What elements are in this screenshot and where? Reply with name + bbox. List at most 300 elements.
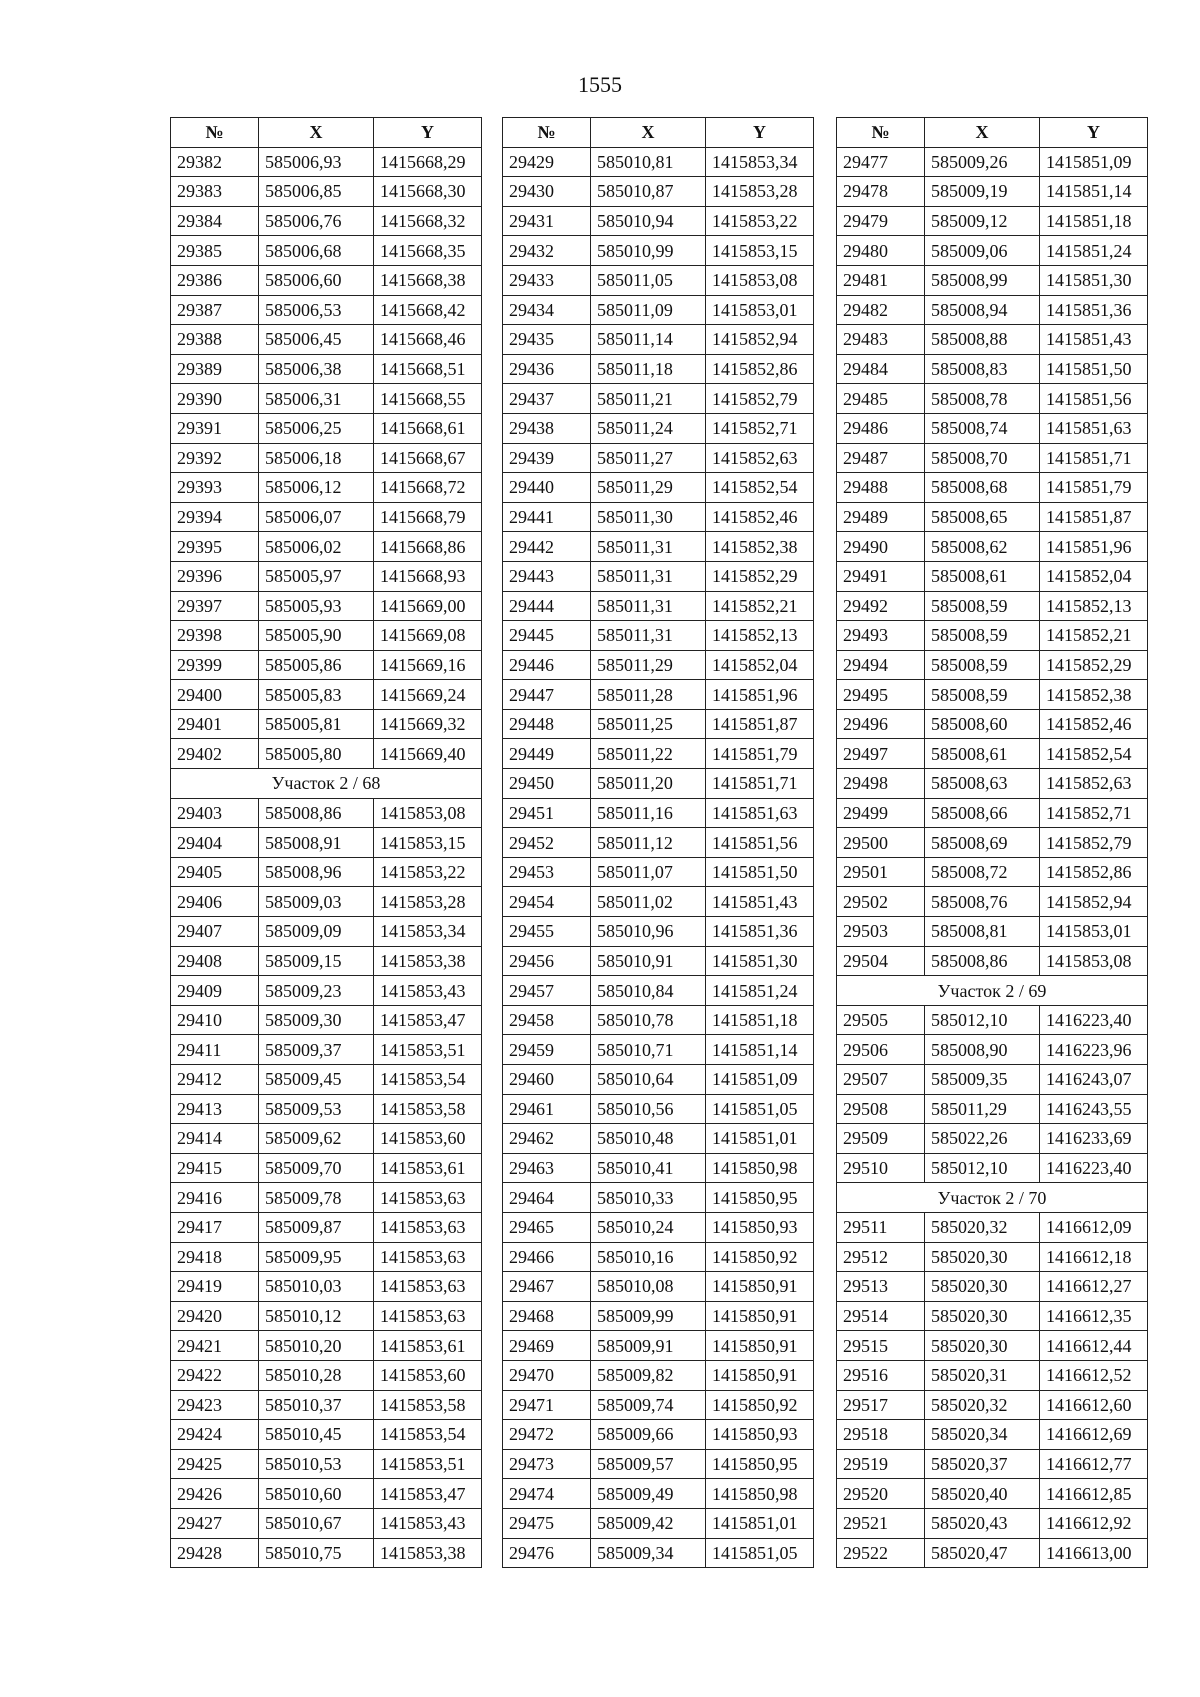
table-row (503, 1035, 814, 1065)
table-row (837, 798, 1148, 828)
y-coordinate: 1415852,13 (706, 621, 814, 651)
y-coordinate: 1415852,21 (706, 591, 814, 621)
table-row (837, 1449, 1148, 1479)
x-coordinate: 585006,93 (259, 147, 374, 177)
point-number: 29506 (837, 1035, 925, 1065)
point-number: 29465 (503, 1212, 591, 1242)
y-coordinate: 1416612,85 (1040, 1479, 1148, 1509)
x-coordinate: 585011,05 (591, 265, 706, 295)
point-number: 29449 (503, 739, 591, 769)
table-row (837, 443, 1148, 473)
point-number: 29422 (171, 1360, 259, 1390)
point-number: 29502 (837, 887, 925, 917)
table-row (837, 1153, 1148, 1183)
table-row (503, 1420, 814, 1450)
table-row (171, 325, 482, 355)
y-coordinate: 1416243,07 (1040, 1065, 1148, 1095)
x-coordinate: 585011,07 (591, 857, 706, 887)
x-coordinate: 585011,25 (591, 709, 706, 739)
x-coordinate: 585009,49 (591, 1479, 706, 1509)
y-coordinate: 1415852,86 (1040, 857, 1148, 887)
y-coordinate: 1415853,60 (374, 1124, 482, 1154)
table-row (171, 1094, 482, 1124)
y-coordinate: 1415853,01 (706, 295, 814, 325)
table-row (171, 680, 482, 710)
x-coordinate: 585010,12 (259, 1301, 374, 1331)
x-coordinate: 585010,03 (259, 1272, 374, 1302)
point-number: 29436 (503, 354, 591, 384)
x-coordinate: 585010,84 (591, 976, 706, 1006)
y-coordinate: 1415852,38 (1040, 680, 1148, 710)
x-coordinate: 585011,30 (591, 502, 706, 532)
x-coordinate: 585008,81 (925, 917, 1040, 947)
table-row (503, 532, 814, 562)
y-coordinate: 1415852,29 (706, 561, 814, 591)
x-coordinate: 585009,37 (259, 1035, 374, 1065)
x-coordinate: 585011,24 (591, 413, 706, 443)
point-number: 29460 (503, 1065, 591, 1095)
table-row (503, 1479, 814, 1509)
point-number: 29459 (503, 1035, 591, 1065)
table-row (837, 591, 1148, 621)
table-row (171, 354, 482, 384)
point-number: 29405 (171, 857, 259, 887)
header-x: X (925, 118, 1040, 148)
x-coordinate: 585008,59 (925, 621, 1040, 651)
point-number: 29434 (503, 295, 591, 325)
table-row (171, 177, 482, 207)
x-coordinate: 585006,85 (259, 177, 374, 207)
x-coordinate: 585011,29 (925, 1094, 1040, 1124)
y-coordinate: 1415851,30 (1040, 265, 1148, 295)
y-coordinate: 1415853,15 (706, 236, 814, 266)
point-number: 29448 (503, 709, 591, 739)
y-coordinate: 1415850,98 (706, 1153, 814, 1183)
table-row (171, 1005, 482, 1035)
table-row (503, 1301, 814, 1331)
x-coordinate: 585009,26 (925, 147, 1040, 177)
y-coordinate: 1415850,93 (706, 1420, 814, 1450)
x-coordinate: 585009,06 (925, 236, 1040, 266)
x-coordinate: 585012,10 (925, 1005, 1040, 1035)
x-coordinate: 585022,26 (925, 1124, 1040, 1154)
x-coordinate: 585009,15 (259, 946, 374, 976)
table-row (503, 413, 814, 443)
table-row (171, 1301, 482, 1331)
y-coordinate: 1415852,79 (1040, 828, 1148, 858)
y-coordinate: 1416612,44 (1040, 1331, 1148, 1361)
table-row (837, 295, 1148, 325)
table-row (837, 680, 1148, 710)
x-coordinate: 585010,56 (591, 1094, 706, 1124)
point-number: 29508 (837, 1094, 925, 1124)
y-coordinate: 1415853,47 (374, 1005, 482, 1035)
table-row (837, 1212, 1148, 1242)
point-number: 29512 (837, 1242, 925, 1272)
table-row (837, 177, 1148, 207)
point-number: 29476 (503, 1538, 591, 1568)
x-coordinate: 585008,88 (925, 325, 1040, 355)
x-coordinate: 585008,60 (925, 709, 1040, 739)
point-number: 29396 (171, 561, 259, 591)
table-row (171, 147, 482, 177)
x-coordinate: 585010,94 (591, 206, 706, 236)
point-number: 29488 (837, 473, 925, 503)
x-coordinate: 585008,94 (925, 295, 1040, 325)
y-coordinate: 1415850,92 (706, 1390, 814, 1420)
point-number: 29511 (837, 1212, 925, 1242)
point-number: 29437 (503, 384, 591, 414)
point-number: 29507 (837, 1065, 925, 1095)
table-row (171, 1035, 482, 1065)
table-row (171, 236, 482, 266)
point-number: 29456 (503, 946, 591, 976)
y-coordinate: 1415668,86 (374, 532, 482, 562)
x-coordinate: 585010,75 (259, 1538, 374, 1568)
point-number: 29406 (171, 887, 259, 917)
x-coordinate: 585011,28 (591, 680, 706, 710)
table-row (837, 709, 1148, 739)
x-coordinate: 585006,25 (259, 413, 374, 443)
x-coordinate: 585006,68 (259, 236, 374, 266)
x-coordinate: 585008,96 (259, 857, 374, 887)
table-row (171, 206, 482, 236)
table-row (171, 1153, 482, 1183)
point-number: 29496 (837, 709, 925, 739)
x-coordinate: 585009,62 (259, 1124, 374, 1154)
x-coordinate: 585020,37 (925, 1449, 1040, 1479)
table-row (503, 1272, 814, 1302)
y-coordinate: 1415850,91 (706, 1301, 814, 1331)
y-coordinate: 1416612,52 (1040, 1360, 1148, 1390)
table-row (171, 1065, 482, 1095)
point-number: 29433 (503, 265, 591, 295)
y-coordinate: 1415851,96 (1040, 532, 1148, 562)
table-row (837, 828, 1148, 858)
x-coordinate: 585011,09 (591, 295, 706, 325)
y-coordinate: 1415850,93 (706, 1212, 814, 1242)
point-number: 29461 (503, 1094, 591, 1124)
table-row (503, 1508, 814, 1538)
x-coordinate: 585005,97 (259, 561, 374, 591)
y-coordinate: 1415852,63 (1040, 769, 1148, 799)
point-number: 29454 (503, 887, 591, 917)
point-number: 29447 (503, 680, 591, 710)
point-number: 29515 (837, 1331, 925, 1361)
table-row (503, 1124, 814, 1154)
table-row (503, 1449, 814, 1479)
table-row (837, 1331, 1148, 1361)
y-coordinate: 1415853,38 (374, 1538, 482, 1568)
y-coordinate: 1415853,15 (374, 828, 482, 858)
x-coordinate: 585010,81 (591, 147, 706, 177)
x-coordinate: 585011,31 (591, 561, 706, 591)
x-coordinate: 585009,35 (925, 1065, 1040, 1095)
point-number: 29430 (503, 177, 591, 207)
x-coordinate: 585011,31 (591, 591, 706, 621)
point-number: 29432 (503, 236, 591, 266)
point-number: 29468 (503, 1301, 591, 1331)
x-coordinate: 585010,08 (591, 1272, 706, 1302)
table-row (171, 887, 482, 917)
table-row (503, 265, 814, 295)
point-number: 29453 (503, 857, 591, 887)
x-coordinate: 585006,12 (259, 473, 374, 503)
point-number: 29462 (503, 1124, 591, 1154)
x-coordinate: 585020,30 (925, 1331, 1040, 1361)
point-number: 29521 (837, 1508, 925, 1538)
x-coordinate: 585010,53 (259, 1449, 374, 1479)
table-row (837, 206, 1148, 236)
y-coordinate: 1415853,51 (374, 1449, 482, 1479)
x-coordinate: 585009,66 (591, 1420, 706, 1450)
y-coordinate: 1415668,55 (374, 384, 482, 414)
y-coordinate: 1416223,40 (1040, 1153, 1148, 1183)
header-y: Y (706, 118, 814, 148)
x-coordinate: 585008,78 (925, 384, 1040, 414)
table-row (837, 946, 1148, 976)
x-coordinate: 585020,32 (925, 1212, 1040, 1242)
y-coordinate: 1415851,01 (706, 1508, 814, 1538)
y-coordinate: 1415850,95 (706, 1183, 814, 1213)
point-number: 29400 (171, 680, 259, 710)
table-row (837, 1390, 1148, 1420)
point-number: 29418 (171, 1242, 259, 1272)
y-coordinate: 1415852,13 (1040, 591, 1148, 621)
point-number: 29490 (837, 532, 925, 562)
table-row (171, 265, 482, 295)
table-row (171, 591, 482, 621)
section-row (837, 976, 1148, 1006)
y-coordinate: 1415851,71 (1040, 443, 1148, 473)
table-row (503, 443, 814, 473)
point-number: 29392 (171, 443, 259, 473)
table-row (171, 1272, 482, 1302)
table-row (171, 828, 482, 858)
header-x: X (591, 118, 706, 148)
x-coordinate: 585005,90 (259, 621, 374, 651)
y-coordinate: 1415852,71 (706, 413, 814, 443)
point-number: 29514 (837, 1301, 925, 1331)
y-coordinate: 1415852,63 (706, 443, 814, 473)
x-coordinate: 585008,59 (925, 680, 1040, 710)
table-row (837, 413, 1148, 443)
x-coordinate: 585008,90 (925, 1035, 1040, 1065)
point-number: 29520 (837, 1479, 925, 1509)
y-coordinate: 1415853,51 (374, 1035, 482, 1065)
y-coordinate: 1415850,95 (706, 1449, 814, 1479)
y-coordinate: 1415853,08 (374, 798, 482, 828)
x-coordinate: 585010,91 (591, 946, 706, 976)
x-coordinate: 585010,48 (591, 1124, 706, 1154)
y-coordinate: 1415853,61 (374, 1331, 482, 1361)
x-coordinate: 585006,02 (259, 532, 374, 562)
table-row (837, 265, 1148, 295)
table-row (171, 1390, 482, 1420)
y-coordinate: 1416243,55 (1040, 1094, 1148, 1124)
y-coordinate: 1415668,42 (374, 295, 482, 325)
table-row (837, 857, 1148, 887)
table-row (171, 1124, 482, 1154)
point-number: 29412 (171, 1065, 259, 1095)
point-number: 29477 (837, 147, 925, 177)
x-coordinate: 585020,43 (925, 1508, 1040, 1538)
table-row (503, 976, 814, 1006)
y-coordinate: 1415852,79 (706, 384, 814, 414)
point-number: 29409 (171, 976, 259, 1006)
table-row (171, 413, 482, 443)
table-row (503, 946, 814, 976)
table-row (503, 473, 814, 503)
x-coordinate: 585011,31 (591, 532, 706, 562)
x-coordinate: 585009,53 (259, 1094, 374, 1124)
point-number: 29473 (503, 1449, 591, 1479)
table-row (171, 1360, 482, 1390)
header-x: X (259, 118, 374, 148)
y-coordinate: 1416223,40 (1040, 1005, 1148, 1035)
point-number: 29414 (171, 1124, 259, 1154)
point-number: 29510 (837, 1153, 925, 1183)
point-number: 29389 (171, 354, 259, 384)
table-row (837, 1124, 1148, 1154)
table-row (837, 473, 1148, 503)
table-row (503, 887, 814, 917)
x-coordinate: 585008,86 (925, 946, 1040, 976)
table-row (503, 561, 814, 591)
x-coordinate: 585009,23 (259, 976, 374, 1006)
coordinate-table-3 (836, 117, 1148, 1568)
point-number: 29467 (503, 1272, 591, 1302)
header-number: № (837, 118, 925, 148)
y-coordinate: 1415668,29 (374, 147, 482, 177)
table-row (503, 739, 814, 769)
y-coordinate: 1415851,05 (706, 1094, 814, 1124)
x-coordinate: 585010,60 (259, 1479, 374, 1509)
point-number: 29425 (171, 1449, 259, 1479)
table-row (837, 1005, 1148, 1035)
table-row (503, 1094, 814, 1124)
point-number: 29503 (837, 917, 925, 947)
x-coordinate: 585009,87 (259, 1212, 374, 1242)
x-coordinate: 585006,45 (259, 325, 374, 355)
x-coordinate: 585009,57 (591, 1449, 706, 1479)
table-row (837, 354, 1148, 384)
table-row (503, 709, 814, 739)
point-number: 29445 (503, 621, 591, 651)
section-row (837, 1183, 1148, 1213)
point-number: 29426 (171, 1479, 259, 1509)
y-coordinate: 1415668,46 (374, 325, 482, 355)
table-row (837, 147, 1148, 177)
y-coordinate: 1415850,91 (706, 1331, 814, 1361)
point-number: 29385 (171, 236, 259, 266)
table-row (503, 769, 814, 799)
point-number: 29398 (171, 621, 259, 651)
point-number: 29417 (171, 1212, 259, 1242)
y-coordinate: 1416612,60 (1040, 1390, 1148, 1420)
point-number: 29421 (171, 1331, 259, 1361)
point-number: 29452 (503, 828, 591, 858)
x-coordinate: 585010,87 (591, 177, 706, 207)
point-number: 29487 (837, 443, 925, 473)
point-number: 29427 (171, 1508, 259, 1538)
section-label: Участок 2 / 69 (837, 976, 1148, 1006)
point-number: 29438 (503, 413, 591, 443)
y-coordinate: 1415851,71 (706, 769, 814, 799)
point-number: 29386 (171, 265, 259, 295)
y-coordinate: 1415851,96 (706, 680, 814, 710)
x-coordinate: 585009,95 (259, 1242, 374, 1272)
x-coordinate: 585011,27 (591, 443, 706, 473)
y-coordinate: 1415669,00 (374, 591, 482, 621)
y-coordinate: 1415669,24 (374, 680, 482, 710)
point-number: 29440 (503, 473, 591, 503)
y-coordinate: 1415853,22 (706, 206, 814, 236)
x-coordinate: 585009,99 (591, 1301, 706, 1331)
y-coordinate: 1415851,36 (706, 917, 814, 947)
point-number: 29485 (837, 384, 925, 414)
table-row (171, 443, 482, 473)
x-coordinate: 585010,28 (259, 1360, 374, 1390)
y-coordinate: 1415853,63 (374, 1272, 482, 1302)
coordinate-table-2 (502, 117, 814, 1568)
x-coordinate: 585006,60 (259, 265, 374, 295)
table-row (171, 295, 482, 325)
y-coordinate: 1415851,18 (1040, 206, 1148, 236)
point-number: 29517 (837, 1390, 925, 1420)
y-coordinate: 1415852,54 (706, 473, 814, 503)
x-coordinate: 585008,83 (925, 354, 1040, 384)
table-row (171, 532, 482, 562)
table-row (503, 177, 814, 207)
y-coordinate: 1415669,32 (374, 709, 482, 739)
point-number: 29483 (837, 325, 925, 355)
point-number: 29469 (503, 1331, 591, 1361)
point-number: 29482 (837, 295, 925, 325)
table-row (503, 1212, 814, 1242)
point-number: 29424 (171, 1420, 259, 1450)
point-number: 29497 (837, 739, 925, 769)
x-coordinate: 585010,78 (591, 1005, 706, 1035)
point-number: 29382 (171, 147, 259, 177)
header-number: № (503, 118, 591, 148)
table-row (171, 561, 482, 591)
x-coordinate: 585008,63 (925, 769, 1040, 799)
x-coordinate: 585009,42 (591, 1508, 706, 1538)
y-coordinate: 1415668,67 (374, 443, 482, 473)
section-label: Участок 2 / 68 (171, 769, 482, 799)
point-number: 29416 (171, 1183, 259, 1213)
point-number: 29423 (171, 1390, 259, 1420)
y-coordinate: 1415851,24 (706, 976, 814, 1006)
y-coordinate: 1415851,01 (706, 1124, 814, 1154)
y-coordinate: 1416612,09 (1040, 1212, 1148, 1242)
point-number: 29504 (837, 946, 925, 976)
y-coordinate: 1415852,86 (706, 354, 814, 384)
point-number: 29458 (503, 1005, 591, 1035)
x-coordinate: 585009,12 (925, 206, 1040, 236)
y-coordinate: 1415853,28 (374, 887, 482, 917)
table-row (171, 650, 482, 680)
point-number: 29411 (171, 1035, 259, 1065)
table-row (503, 325, 814, 355)
x-coordinate: 585010,33 (591, 1183, 706, 1213)
point-number: 29486 (837, 413, 925, 443)
point-number: 29387 (171, 295, 259, 325)
table-row (171, 1449, 482, 1479)
x-coordinate: 585011,12 (591, 828, 706, 858)
x-coordinate: 585020,30 (925, 1242, 1040, 1272)
